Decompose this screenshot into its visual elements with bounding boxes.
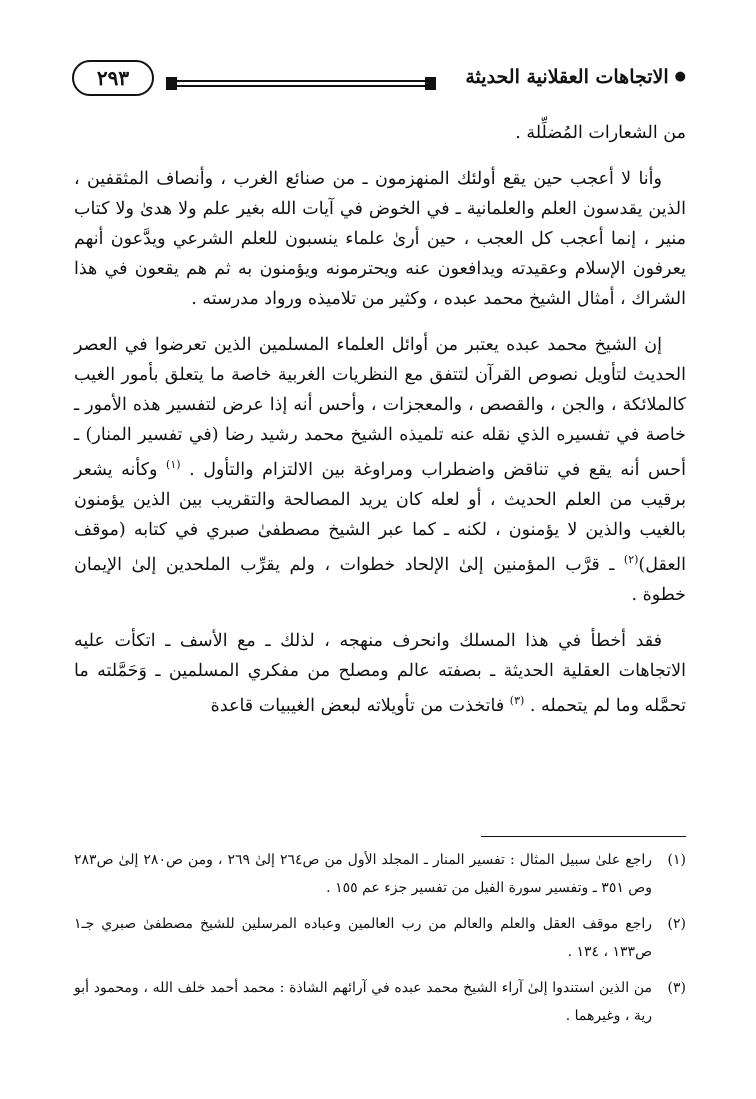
footnote-number: (١) bbox=[667, 852, 686, 868]
footnote-number: (٣) bbox=[667, 980, 686, 996]
footnote-text: من الذين استندوا إلىٰ آراء الشيخ محمد عبده في آرائهم الشاذة : محمد أحمد خلف الله ، ومحمود أبو رية ، وغيرهما . bbox=[74, 980, 652, 1024]
footnote-ref[interactable]: (١) bbox=[166, 458, 181, 471]
running-header bbox=[72, 60, 686, 100]
paragraph-text: إن الشيخ محمد عبده يعتبر من أوائل العلماء المسلمين الذين تعرضوا في العصر الحديث لتأويل نصوص القرآن لتتفق مع النظريات الغربية خاصة ما يتعلق بأمور الغيب كالملائكة ، والجن ، والقصص ، والمعجزات ، وأحس أنه إذا عرض لتفسير هذه الأمور ـ خاصة في تفسيره الذي نقله عنه تلميذه الشيخ محمد رشيد رضا (في تفسير المنار) ـ أحس أنه يقع في تناقض واضطراب ومراوغة بين الالتزام والتأول . bbox=[74, 335, 686, 480]
paragraph bbox=[74, 330, 686, 610]
main-text bbox=[74, 118, 686, 737]
chapter-title bbox=[465, 66, 686, 88]
footnotes bbox=[74, 846, 686, 1038]
footnote bbox=[74, 846, 686, 902]
chapter-title-text: الاتجاهات العقلانية الحديثة bbox=[465, 66, 669, 88]
footnote-number: (٢) bbox=[667, 916, 686, 932]
paragraph bbox=[74, 626, 686, 721]
footnote-ref[interactable]: (٢) bbox=[623, 553, 639, 566]
footnote bbox=[74, 974, 686, 1030]
paragraph: وأنا لا أعجب حين يقع أولئك المنهزمون ـ من صنائع الغرب ، وأنصاف المثقفين ، الذين يقدسون العلم والعلمانية ـ في الخوض في آيات الله بغير علم ولا هدىٰ ولا كتاب منير ، إنما أعجب كل العجب ، حين أرىٰ علماء ينسبون للعلم الشرعي ويدَّعون أنهم يعرفون الإسلام وعقيدته ويدافعون عنه ويحترمونه ويؤمنون به ثم هم يقعون في هذا الشراك ، أمثال الشيخ محمد عبده ، وكثير من تلاميذه ورواد مدرسته . bbox=[74, 169, 686, 309]
paragraph-text: فقد أخطأ في هذا المسلك وانحرف منهجه ، لذلك ـ مع الأسف ـ اتكأت عليه الاتجاهات العقلية الحديثة ـ بصفته عالم ومصلح من مفكري المسلمين ـ وَحَمَّلته ما تحمَّله وما لم يتحمله . bbox=[74, 631, 686, 716]
footnote-ref[interactable]: (٣) bbox=[509, 694, 525, 707]
footnote bbox=[74, 910, 686, 966]
paragraph: من الشعارات المُضلِّلة . bbox=[515, 123, 686, 143]
paragraph-text: وكأنه يشعر برقيب من العلم الحديث ، أو لعله كان يريد المصالحة والتقريب بين الذين يؤمنون بالغيب والذين لا يؤمنون ، لكنه ـ كما عبر الشيخ مصطفىٰ صبري في كتابه (موقف العقل) bbox=[74, 460, 686, 575]
footnote-separator bbox=[481, 836, 686, 837]
bullet-icon: ● bbox=[674, 69, 686, 84]
paragraph-text: فاتخذت من تأويلاته لبعض الغيبيات قاعدة bbox=[210, 696, 510, 716]
footnote-text: راجع علىٰ سبيل المثال : تفسير المنار ـ المجلد الأول من ص٢٦٤ إلىٰ ٢٦٩ ، ومن ص٢٨٠ إلىٰ ص٢٨٣ وص ٣٥١ ـ وتفسير سورة الفيل من تفسير جزء عم ١٥٥ . bbox=[74, 852, 652, 896]
header-rule bbox=[168, 80, 434, 87]
page-number: ٢٩٣ bbox=[72, 60, 154, 96]
footnote-text: راجع موقف العقل والعلم والعالم من رب العالمين وعباده المرسلين للشيخ مصطفىٰ صبري جـ١ ص١٣٣ ، ١٣٤ . bbox=[74, 916, 652, 960]
paragraph-text: ـ قرَّب المؤمنين إلىٰ الإلحاد خطوات ، ولم يقرِّب الملحدين إلىٰ الإيمان خطوة . bbox=[74, 555, 686, 605]
